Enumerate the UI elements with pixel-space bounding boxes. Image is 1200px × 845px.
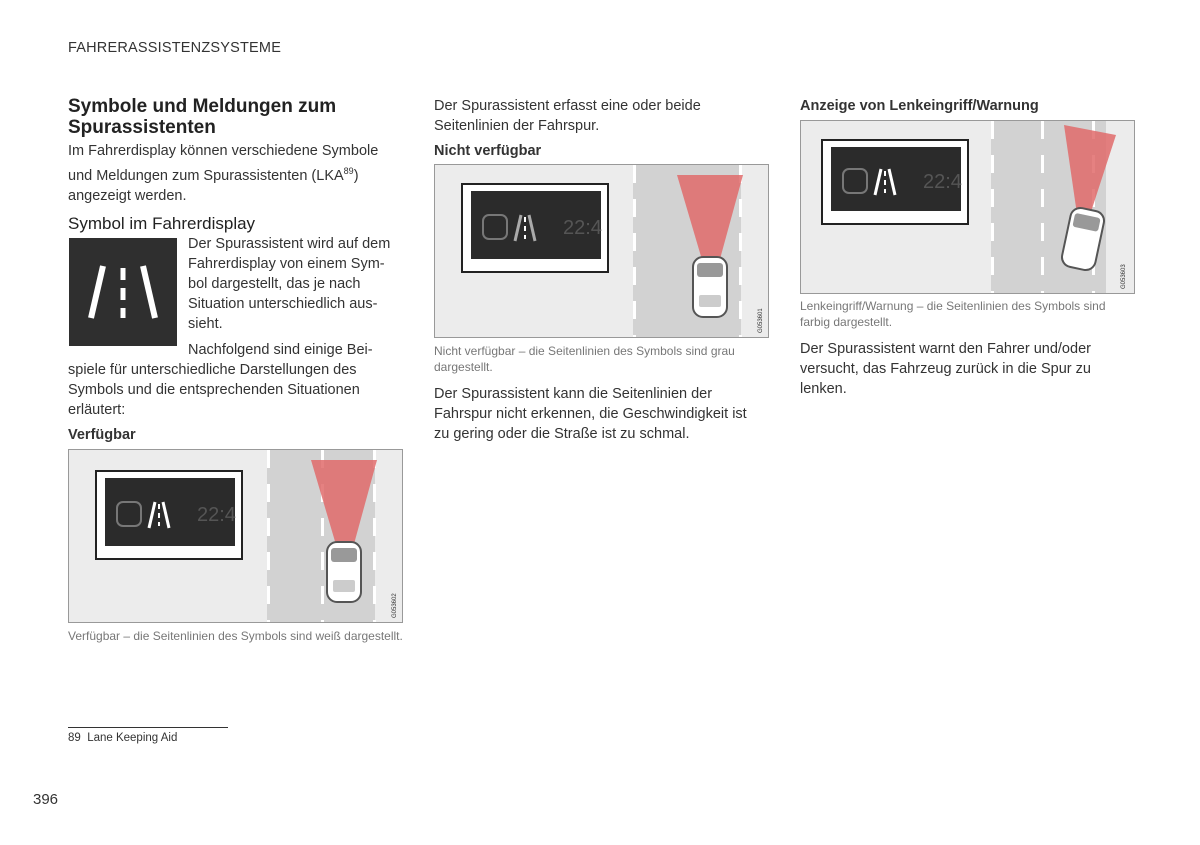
available-heading: Verfügbar (68, 427, 136, 443)
warning-heading: Anzeige von Lenkeingriff/Warnung (800, 98, 1039, 114)
sensor-beam (1036, 121, 1126, 291)
lane-assist-symbol (69, 238, 177, 346)
page-number: 396 (33, 791, 59, 808)
lane-lines-icon (69, 238, 177, 346)
footnote (68, 732, 177, 744)
section-header: FAHRERASSISTENZSYSTEME (68, 40, 282, 56)
available-caption: Verfügbar – die Seitenlinien des Symbols sind weiß dargestellt. (68, 629, 403, 643)
display-time: 22:4 (923, 171, 962, 193)
lane-dash (633, 165, 636, 337)
figure-warning (800, 120, 1135, 294)
sensor-beam (665, 165, 755, 335)
footnote-number: 89 (68, 732, 81, 744)
lane-dash (267, 450, 270, 622)
lane-assist-small-icon (115, 498, 175, 532)
driver-display (821, 139, 969, 225)
image-code: G053602 (392, 593, 398, 618)
symbol-description: Der Spurassistent wird auf dem Fahrerdisplay von einem Sym- bol dargestellt, das je nach Situation unterschiedlich aus- sieht. (188, 236, 391, 332)
intro-paragraph: Im Fahrerdisplay können verschiedene Symbole und Meldungen zum Spurassistenten (LKA$^{89}$) angezeigt werden. (68, 143, 379, 204)
sensor-beam (299, 450, 389, 610)
image-code: G053601 (758, 308, 764, 333)
footnote-divider (68, 727, 228, 728)
not-available-body: Der Spurassistent kann die Seitenlinien der Fahrspur nicht erkennen, die Geschwindigkeit ist zu gering oder die Straße ist zu schmal. (434, 386, 747, 442)
detection-paragraph: Der Spurassistent erfasst eine oder beide Seitenlinien der Fahrspur. (434, 98, 701, 134)
lane-assist-small-icon (841, 165, 901, 199)
driver-display (95, 470, 243, 560)
display-time: 22:4 (197, 504, 236, 526)
examples-intro-rest: spiele für unterschiedliche Darstellungen des Symbols und die entsprechenden Situationen erläutert: (68, 362, 360, 418)
display-time: 22:4 (563, 217, 602, 239)
not-available-heading: Nicht verfügbar (434, 143, 542, 159)
image-code: G053603 (1121, 264, 1127, 289)
figure-not-available (434, 164, 769, 338)
figure-available (68, 449, 403, 623)
examples-intro-first: Nachfolgend sind einige Bei- (188, 342, 373, 358)
symbol-subheading: Symbol im Fahrerdisplay (68, 214, 256, 233)
lane-dash (991, 121, 994, 293)
display-screen (831, 147, 961, 211)
not-available-caption: Nicht verfügbar – die Seitenlinien des Symbols sind grau dargestellt. (434, 344, 735, 374)
footnote-text: Lane Keeping Aid (87, 732, 178, 744)
display-screen (105, 478, 235, 546)
warning-caption: Lenkeingriff/Warnung – die Seitenlinien des Symbols sind farbig dargestellt. (800, 299, 1106, 329)
driver-display (461, 183, 609, 273)
display-screen (471, 191, 601, 259)
page-title: Symbole und Meldungen zum Spurassistenten (68, 96, 337, 138)
lane-assist-small-icon (481, 211, 541, 245)
warning-body: Der Spurassistent warnt den Fahrer und/oder versucht, das Fahrzeug zurück in die Spur zu lenken. (800, 341, 1091, 397)
